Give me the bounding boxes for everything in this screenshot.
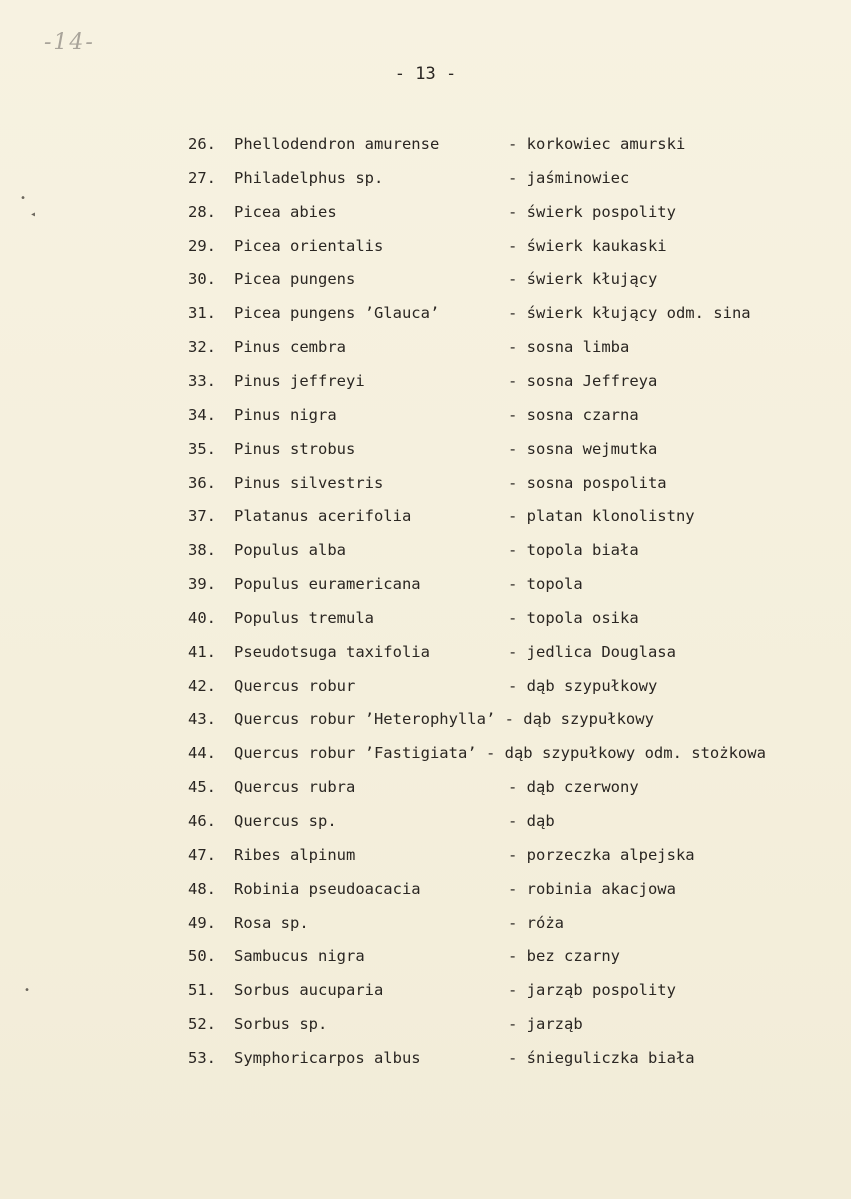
- entry-number: 46.: [188, 812, 216, 830]
- list-item: [0, 1011, 851, 1037]
- margin-mark: •: [20, 193, 27, 204]
- polish-name: - platan klonolistny: [508, 507, 695, 526]
- entry-number: 48.: [188, 879, 216, 898]
- polish-name: - sosna czarna: [508, 405, 639, 424]
- list-item: [0, 876, 851, 902]
- latin-name: Philadelphus sp.: [234, 168, 384, 187]
- polish-name: - topola: [508, 575, 583, 594]
- list-item: [0, 334, 851, 360]
- polish-name: - dąb czerwony: [508, 778, 639, 797]
- latin-name: Quercus sp.: [234, 812, 337, 830]
- latin-name: Pinus nigra: [234, 405, 337, 424]
- list-item: [0, 503, 851, 529]
- list-item: [0, 673, 851, 699]
- entry-number: 50.: [188, 947, 216, 966]
- list-item: [0, 1045, 851, 1071]
- entry-number: 42.: [188, 676, 216, 695]
- polish-name: - topola biała: [508, 541, 639, 560]
- list-item: [0, 605, 851, 631]
- polish-name: - śnieguliczka biała: [508, 1048, 695, 1067]
- latin-name: Platanus acerifolia: [234, 507, 412, 526]
- entry-number: 28.: [188, 202, 216, 221]
- latin-name: Picea pungens ’Glauca’: [234, 304, 440, 323]
- list-item: [0, 740, 851, 766]
- list-item: [0, 571, 851, 597]
- list-item: [0, 131, 851, 157]
- entry-number: 27.: [188, 168, 216, 187]
- latin-name: Rosa sp.: [234, 913, 309, 932]
- list-item: [0, 808, 851, 834]
- polish-name: - jarząb: [508, 1015, 583, 1034]
- list-item: [0, 368, 851, 394]
- list-item: [0, 639, 851, 665]
- entry-number: 32.: [188, 338, 216, 357]
- entry-number: 31.: [188, 304, 216, 323]
- entry-number: 30.: [188, 270, 216, 289]
- latin-name: Ribes alpinum: [234, 845, 356, 864]
- polish-name: - jedlica Douglasa: [508, 642, 676, 661]
- latin-name: Quercus robur: [234, 676, 356, 695]
- entry-number: 43.: [188, 710, 216, 729]
- entry-number: 33.: [188, 371, 216, 390]
- latin-name: Picea pungens: [234, 270, 356, 289]
- latin-name: Symphoricarpos albus: [234, 1048, 421, 1067]
- entry-number: 36.: [188, 473, 216, 492]
- list-item: [0, 537, 851, 563]
- handwritten-page-note: -14-: [44, 30, 95, 55]
- entry-number: 29.: [188, 236, 216, 255]
- margin-mark: ◂: [30, 209, 37, 220]
- polish-name: - dąb szypułkowy: [508, 676, 658, 695]
- latin-name: Pseudotsuga taxifolia: [234, 642, 430, 661]
- list-item: [0, 402, 851, 428]
- list-item: [0, 199, 851, 225]
- latin-name: Populus alba: [234, 541, 346, 560]
- polish-name: - jarząb pospolity: [508, 981, 676, 1000]
- latin-name: Pinus strobus: [234, 439, 356, 458]
- entry-number: 49.: [188, 913, 216, 932]
- entry-number: 26.: [188, 135, 216, 153]
- entry-number: 45.: [188, 778, 216, 797]
- latin-name: Quercus rubra: [234, 778, 356, 797]
- list-item: [0, 233, 851, 259]
- latin-name: Picea orientalis: [234, 236, 384, 255]
- polish-name: - robinia akacjowa: [508, 879, 676, 898]
- entry-number: 40.: [188, 608, 216, 627]
- latin-name: Sorbus sp.: [234, 1015, 328, 1034]
- latin-name: Picea abies: [234, 202, 337, 221]
- polish-name: - sosna limba: [508, 338, 630, 357]
- entry-number: 51.: [188, 981, 216, 1000]
- latin-name: Sambucus nigra: [234, 947, 365, 966]
- entry-number: 41.: [188, 642, 216, 661]
- list-item: [0, 774, 851, 800]
- list-item: [0, 706, 851, 732]
- list-item: [0, 977, 851, 1003]
- polish-name: - dąb: [508, 812, 555, 830]
- latin-name: Robinia pseudoacacia: [234, 879, 421, 898]
- polish-name: - sosna wejmutka: [508, 439, 658, 458]
- entry-number: 47.: [188, 845, 216, 864]
- list-item: [0, 943, 851, 969]
- entry-number: 39.: [188, 575, 216, 594]
- polish-name: - świerk pospolity: [508, 202, 676, 221]
- entry-number: 35.: [188, 439, 216, 458]
- entry-number: 34.: [188, 405, 216, 424]
- polish-name: - porzeczka alpejska: [508, 845, 695, 864]
- polish-name: - świerk kłujący: [508, 270, 658, 289]
- polish-name: - sosna Jeffreya: [508, 371, 658, 390]
- latin-name: Pinus cembra: [234, 338, 346, 357]
- page-number: - 13 -: [394, 64, 457, 84]
- polish-name: - jaśminowiec: [508, 168, 630, 187]
- latin-name: Phellodendron amurense: [234, 135, 440, 153]
- list-item: [0, 266, 851, 292]
- polish-name: - róża: [508, 913, 564, 932]
- latin-name: Populus tremula: [234, 608, 374, 627]
- entry-number: 53.: [188, 1048, 216, 1067]
- polish-name: - świerk kaukaski: [508, 236, 667, 255]
- list-item: [0, 165, 851, 191]
- polish-name: - świerk kłujący odm. sina: [508, 304, 751, 323]
- entry-number: 38.: [188, 541, 216, 560]
- polish-name: - korkowiec amurski: [508, 135, 686, 153]
- latin-name: Sorbus aucuparia: [234, 981, 384, 1000]
- latin-name: Pinus jeffreyi: [234, 371, 365, 390]
- list-item: [0, 470, 851, 496]
- entry-number: 37.: [188, 507, 216, 526]
- latin-name: Quercus robur ’Fastigiata’ - dąb szypułkowy odm. stożkowa: [234, 744, 766, 763]
- list-item: [0, 436, 851, 462]
- list-item: [0, 910, 851, 936]
- polish-name: - topola osika: [508, 608, 639, 627]
- latin-name: Populus euramericana: [234, 575, 421, 594]
- list-item: [0, 842, 851, 868]
- list-item: [0, 300, 851, 326]
- entry-number: 44.: [188, 744, 216, 763]
- latin-name: Pinus silvestris: [234, 473, 384, 492]
- polish-name: - bez czarny: [508, 947, 620, 966]
- entry-number: 52.: [188, 1015, 216, 1034]
- margin-mark: •: [24, 985, 31, 996]
- latin-name: Quercus robur ’Heterophylla’ - dąb szypułkowy: [234, 710, 654, 729]
- polish-name: - sosna pospolita: [508, 473, 667, 492]
